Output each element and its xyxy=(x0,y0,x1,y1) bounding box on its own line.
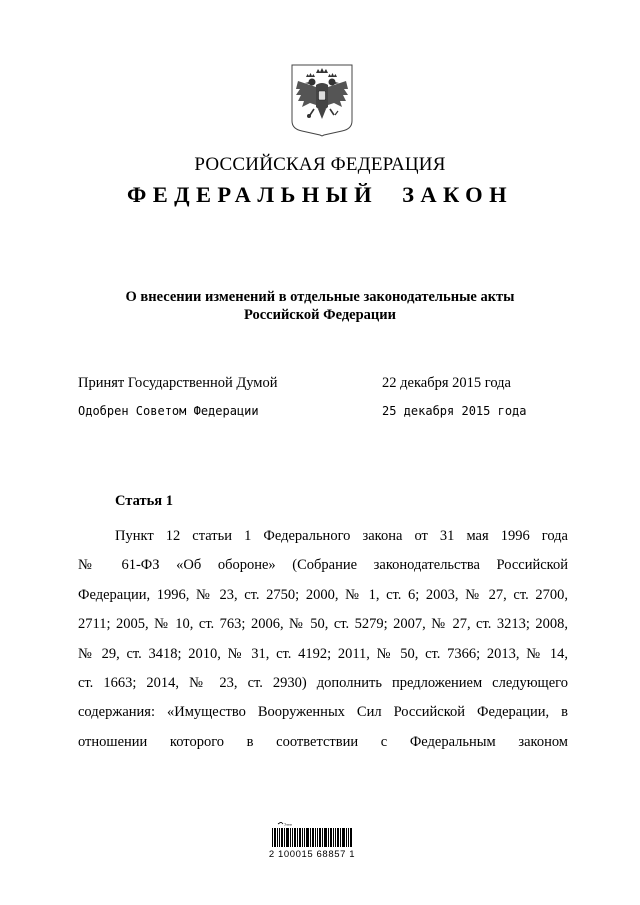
law-subject-line-1: О внесении изменений в отдельные законодательные акты xyxy=(125,289,515,305)
country-title: РОССИЙСКАЯ ФЕДЕРАЦИЯ xyxy=(194,154,446,175)
approved-by-council-label: Одобрен Советом Федерации xyxy=(78,404,259,418)
adopted-by-duma-date: 22 декабря 2015 года xyxy=(382,375,511,391)
article-body xyxy=(78,522,568,757)
article-line: № 29, ст. 3418; 2010, № 31, ст. 4192; 2011, № 50, ст. 7366; 2013, № 14, xyxy=(78,645,568,662)
article-line: содержания: «Имущество Вооруженных Сил Российской Федерации, в xyxy=(78,704,568,721)
approved-by-council-date: 25 декабря 2015 года xyxy=(382,404,527,418)
svg-text:7∞∞: 7∞∞ xyxy=(284,822,292,827)
document-type-title: ФЕДЕРАЛЬНЫЙ ЗАКОН xyxy=(127,182,513,207)
barcode-number: 2 100015 68857 1 xyxy=(268,849,356,860)
article-line: 2711; 2005, № 10, ст. 763; 2006, № 50, ст. 5279; 2007, № 27, ст. 3213; 2008, xyxy=(78,616,568,633)
article-line: ст. 1663; 2014, № 23, ст. 2930) дополнить предложением следующего xyxy=(78,674,568,691)
coat-of-arms-icon xyxy=(290,63,354,137)
article-line: № 61-ФЗ «Об обороне» (Собрание законодательства Российской xyxy=(78,557,568,574)
article-line: Федерации, 1996, № 23, ст. 2750; 2000, № 1, ст. 6; 2003, № 27, ст. 2700, xyxy=(78,586,568,603)
adopted-by-duma-label: Принят Государственной Думой xyxy=(78,375,278,391)
article-heading: Статья 1 xyxy=(115,493,173,509)
article-line: Пункт 12 статьи 1 Федерального закона от 31 мая 1996 года xyxy=(115,528,568,544)
law-subject xyxy=(0,288,640,324)
law-subject-line-2: Российской Федерации xyxy=(243,307,396,323)
article-line: отношении которого в соответствии с Федеральным законом xyxy=(78,733,568,750)
